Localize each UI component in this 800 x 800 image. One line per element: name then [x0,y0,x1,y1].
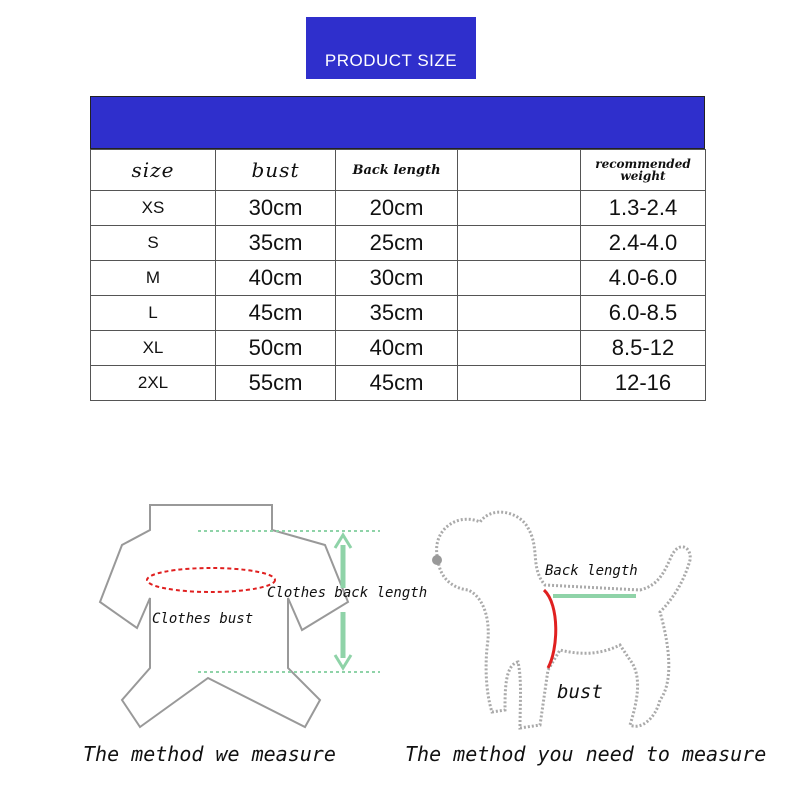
cell-weight: 8.5-12 [581,331,706,366]
cell-bust: 40cm [216,261,336,296]
cell-weight: 6.0-8.5 [581,296,706,331]
cell-weight: 2.4-4.0 [581,226,706,261]
cell-back-length: 20cm [336,191,458,226]
cell-size: S [91,226,216,261]
cell-size: XS [91,191,216,226]
cell-size: L [91,296,216,331]
cell-bust: 35cm [216,226,336,261]
dog-back-length-label: Back length [545,563,638,579]
dog-nose-icon [432,555,442,565]
cell-size: 2XL [91,366,216,401]
caption-left: The method we measure [83,742,336,766]
cell-back-length: 35cm [336,296,458,331]
clothes-back-length-label: Clothes back length [267,585,428,601]
cell-back-length: 45cm [336,366,458,401]
cell-bust: 30cm [216,191,336,226]
cell-size: XL [91,331,216,366]
cell-weight: 1.3-2.4 [581,191,706,226]
clothes-bust-label: Clothes bust [152,611,254,627]
header-bust: bust [216,150,336,191]
dog-bust-label: bust [557,681,603,703]
cell-back-length: 40cm [336,331,458,366]
cell-bust: 50cm [216,331,336,366]
cell-weight: 12-16 [581,366,706,401]
dog-bust-curve [544,590,556,668]
caption-right: The method you need to measure [405,742,767,766]
clothes-bust-ellipse [147,568,275,592]
cell-bust: 45cm [216,296,336,331]
page-title: PRODUCT SIZE [306,17,476,79]
cell-back-length: 30cm [336,261,458,296]
cell-back-length: 25cm [336,226,458,261]
cell-size: M [91,261,216,296]
cell-weight: 4.0-6.0 [581,261,706,296]
header-size: size [91,150,216,191]
cell-bust: 55cm [216,366,336,401]
header-recommended-weight: recommended weight [581,150,706,191]
header-back-length: Back length [336,150,458,191]
